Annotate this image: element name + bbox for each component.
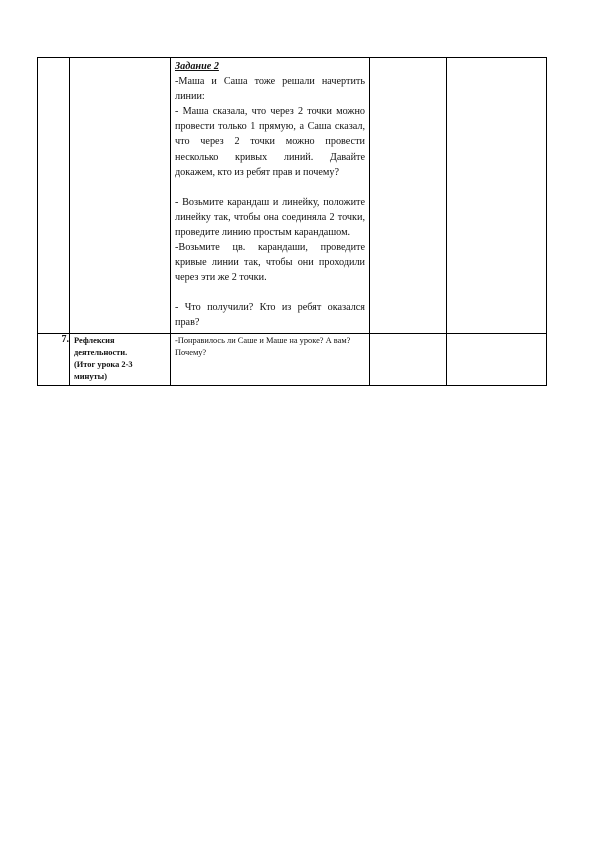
task-paragraph: - Что получили? Кто из ребят оказался прав?: [175, 302, 365, 329]
paragraph-gap: [175, 285, 365, 300]
cell-number-empty: [38, 58, 70, 334]
cell-stage: [70, 333, 171, 385]
task-paragraph: - Возьмите карандаш и линейку, положите линейку так, чтобы она соединяла 2 точки, проведите линию простым карандашом.: [175, 196, 365, 238]
task-title: Задание 2: [175, 61, 219, 72]
stage-line: деятельности.: [74, 347, 128, 357]
row-number: 7.: [38, 333, 70, 385]
reflection-question: -Понравилось ли Саше и Маше на уроке? А вам? Почему?: [175, 335, 351, 357]
cell-student-activity-empty: [370, 333, 447, 385]
cell-student-activity-empty: [370, 58, 447, 334]
task-paragraph: - Маша сказала, что через 2 точки можно провести только 1 прямую, а Саша сказал, что через 2 точки можно провести несколько кривых линий. Давайте докажем, кто из ребят прав и почему?: [175, 106, 365, 178]
paragraph-gap: [175, 180, 365, 195]
cell-teacher-activity: [171, 333, 370, 385]
task-2-content: [171, 58, 369, 333]
lesson-plan-table: [37, 57, 547, 386]
task-paragraph: -Возьмите цв. карандаши, проведите кривые линии так, чтобы они проходили через эти же 2 точки.: [175, 242, 365, 284]
table-row-reflection: [38, 333, 547, 385]
cell-teacher-activity: [171, 58, 370, 334]
cell-notes-empty: [447, 58, 547, 334]
stage-line: (Итог урока 2-3: [74, 359, 133, 369]
cell-stage-empty: [70, 58, 171, 334]
stage-line: Рефлексия: [74, 335, 115, 345]
stage-label: [70, 334, 170, 385]
cell-notes-empty: [447, 333, 547, 385]
stage-line: минуты): [74, 371, 107, 381]
table-row-task-2: [38, 58, 547, 334]
task-paragraph: -Маша и Саша тоже решали начертить линии:: [175, 76, 365, 103]
